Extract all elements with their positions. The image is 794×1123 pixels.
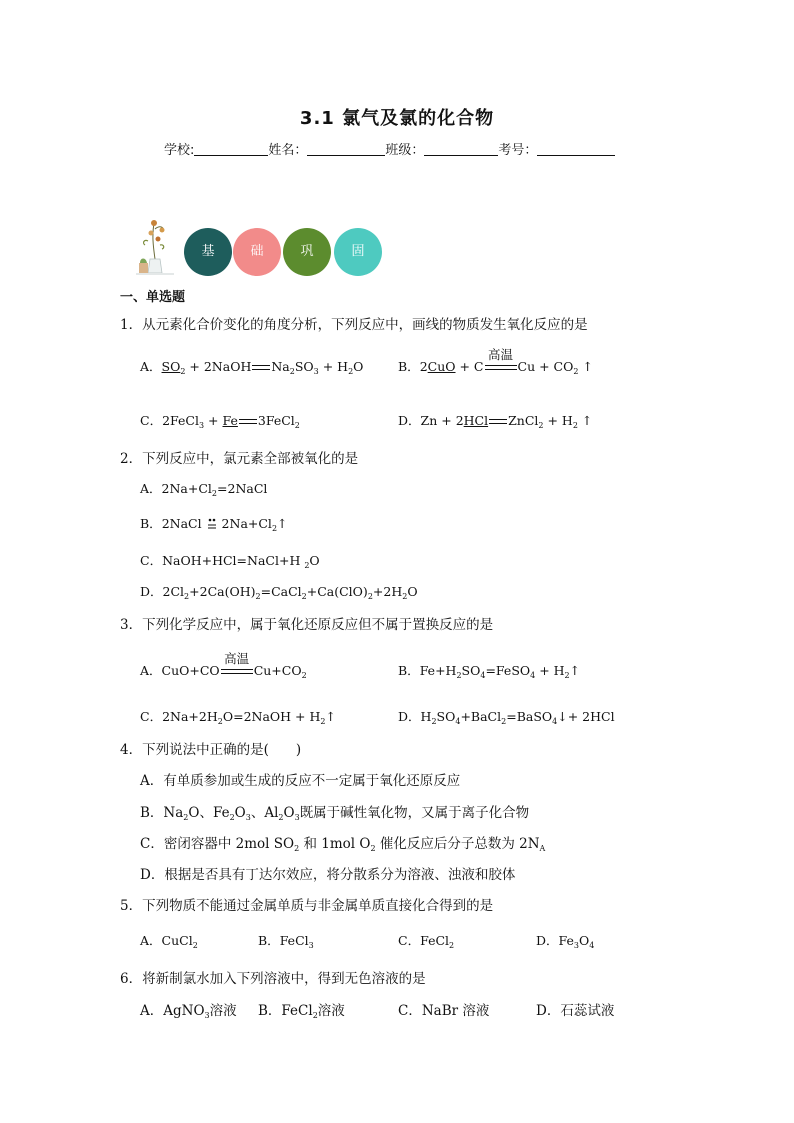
- q4-option-b[interactable]: B．$Na_2O$、$Fe_2O_3$、$Al_2O_3$既属于碱性氧化物，又属于离子化合物: [140, 805, 530, 822]
- q4-option-d[interactable]: D．根据是否具有丁达尔效应，将分散系分为溶液、浊液和胶体: [140, 867, 516, 883]
- question-5-stem: 5．下列物质不能通过金属单质与非金属单质直接化合得到的是: [120, 898, 494, 914]
- school-label: 学校:: [164, 143, 195, 158]
- banner-circle-2: [233, 228, 281, 276]
- banner-char-3: 巩: [300, 244, 314, 259]
- banner-circle-1: [184, 228, 232, 276]
- exam-no-blank[interactable]: [537, 142, 615, 156]
- q5-option-a[interactable]: A．CuCl$_2$: [140, 933, 198, 950]
- section-heading: 一、单选题: [120, 290, 186, 305]
- q6-option-b[interactable]: B．FeCl$_2$溶液: [258, 1003, 345, 1020]
- name-blank[interactable]: [307, 142, 385, 156]
- question-4-stem: 4．下列说法中正确的是( ): [120, 742, 302, 758]
- question-3-stem: 3．下列化学反应中，属于氧化还原反应但不属于置换反应的是: [120, 617, 494, 633]
- exam-no-label: 考号：: [498, 143, 538, 158]
- page-title: 3.1 氯气及氯的化合物: [299, 108, 495, 129]
- q1-option-b[interactable]: B．2CuO + C 高温 $Cu + CO_2$ ↑: [398, 346, 593, 376]
- q3-option-a[interactable]: A．CuO+CO 高温 $Cu+CO_2$: [140, 650, 307, 680]
- q2-option-c[interactable]: C．NaOH+HCl=NaCl+H $_2$O: [140, 553, 320, 570]
- q3-option-d[interactable]: D．$H_2SO_4+BaCl_2=BaSO_4↓+ 2HCl$: [398, 709, 615, 726]
- equals-sign-icon: [252, 365, 270, 370]
- q2-option-a[interactable]: A．$2Na+Cl_2=2NaCl$: [140, 481, 268, 498]
- equals-sign-icon: [239, 419, 257, 424]
- banner-char-1: 基: [201, 244, 215, 259]
- q4-option-c[interactable]: C．密闭容器中 2mol $SO_2$ 和 1mol $O_2$ 催化反应后分子总数为 $2N_A$: [140, 836, 546, 853]
- q1-option-c[interactable]: C．2FeCl$_3$ + Fe 3FeCl$_2$: [140, 413, 300, 430]
- school-blank[interactable]: [194, 142, 268, 156]
- plant-vase-icon: [136, 215, 174, 275]
- q1-option-d[interactable]: D．Zn + 2HCl ZnCl$_2$ + $H_2$ ↑: [398, 413, 593, 430]
- q2-option-d[interactable]: D．$2Cl_2+2Ca(OH)_2=CaCl_2+Ca(ClO)_2+2H_2O$: [140, 584, 418, 601]
- q6-option-a[interactable]: A．AgNO$_3$溶液: [140, 1003, 237, 1020]
- q5-option-c[interactable]: C．FeCl$_2$: [398, 933, 455, 950]
- class-label: 班级：: [385, 143, 425, 158]
- electrolysis-mark-icon: [206, 518, 218, 532]
- q6-option-d[interactable]: D．石蕊试液: [536, 1003, 615, 1019]
- q2-option-b[interactable]: B．2NaCl $2Na+Cl_2↑$: [140, 516, 288, 533]
- q5-option-d[interactable]: D．$Fe_3O_4$: [536, 933, 595, 950]
- q3-option-c[interactable]: C．$2Na+2H_2O=2NaOH$ + $H_2↑$: [140, 709, 336, 726]
- student-info-line: [164, 139, 644, 158]
- class-blank[interactable]: [424, 142, 498, 156]
- question-6-stem: 6．将新制氯水加入下列溶液中，得到无色溶液的是: [120, 971, 426, 987]
- q4-option-a[interactable]: A．有单质参加或生成的反应不一定属于氧化还原反应: [140, 773, 461, 789]
- name-label: 姓名：: [268, 143, 308, 158]
- q6-option-c[interactable]: C．NaBr 溶液: [398, 1003, 490, 1019]
- banner-circle-4: [334, 228, 382, 276]
- high-temp-condition: 高温: [485, 361, 517, 375]
- q3-option-b[interactable]: B．$Fe+H_2SO_4=FeSO_4$ + $H_2↑$: [398, 663, 581, 680]
- q5-option-b[interactable]: B．FeCl$_3$: [258, 933, 314, 950]
- banner-circle-3: [283, 228, 331, 276]
- question-2-stem: 2．下列反应中，氯元素全部被氧化的是: [120, 451, 359, 467]
- equals-sign-icon: [489, 419, 507, 424]
- q1-option-a[interactable]: A．$SO_2$ + 2NaOH $Na_2SO_3 + H_2O$: [140, 359, 364, 376]
- banner-char-4: 固: [351, 244, 365, 259]
- high-temp-condition: 高温: [221, 665, 253, 679]
- question-1-stem: 1．从元素化合价变化的角度分析，下列反应中，画线的物质发生氧化反应的是: [120, 317, 588, 333]
- banner-char-2: 础: [250, 244, 264, 259]
